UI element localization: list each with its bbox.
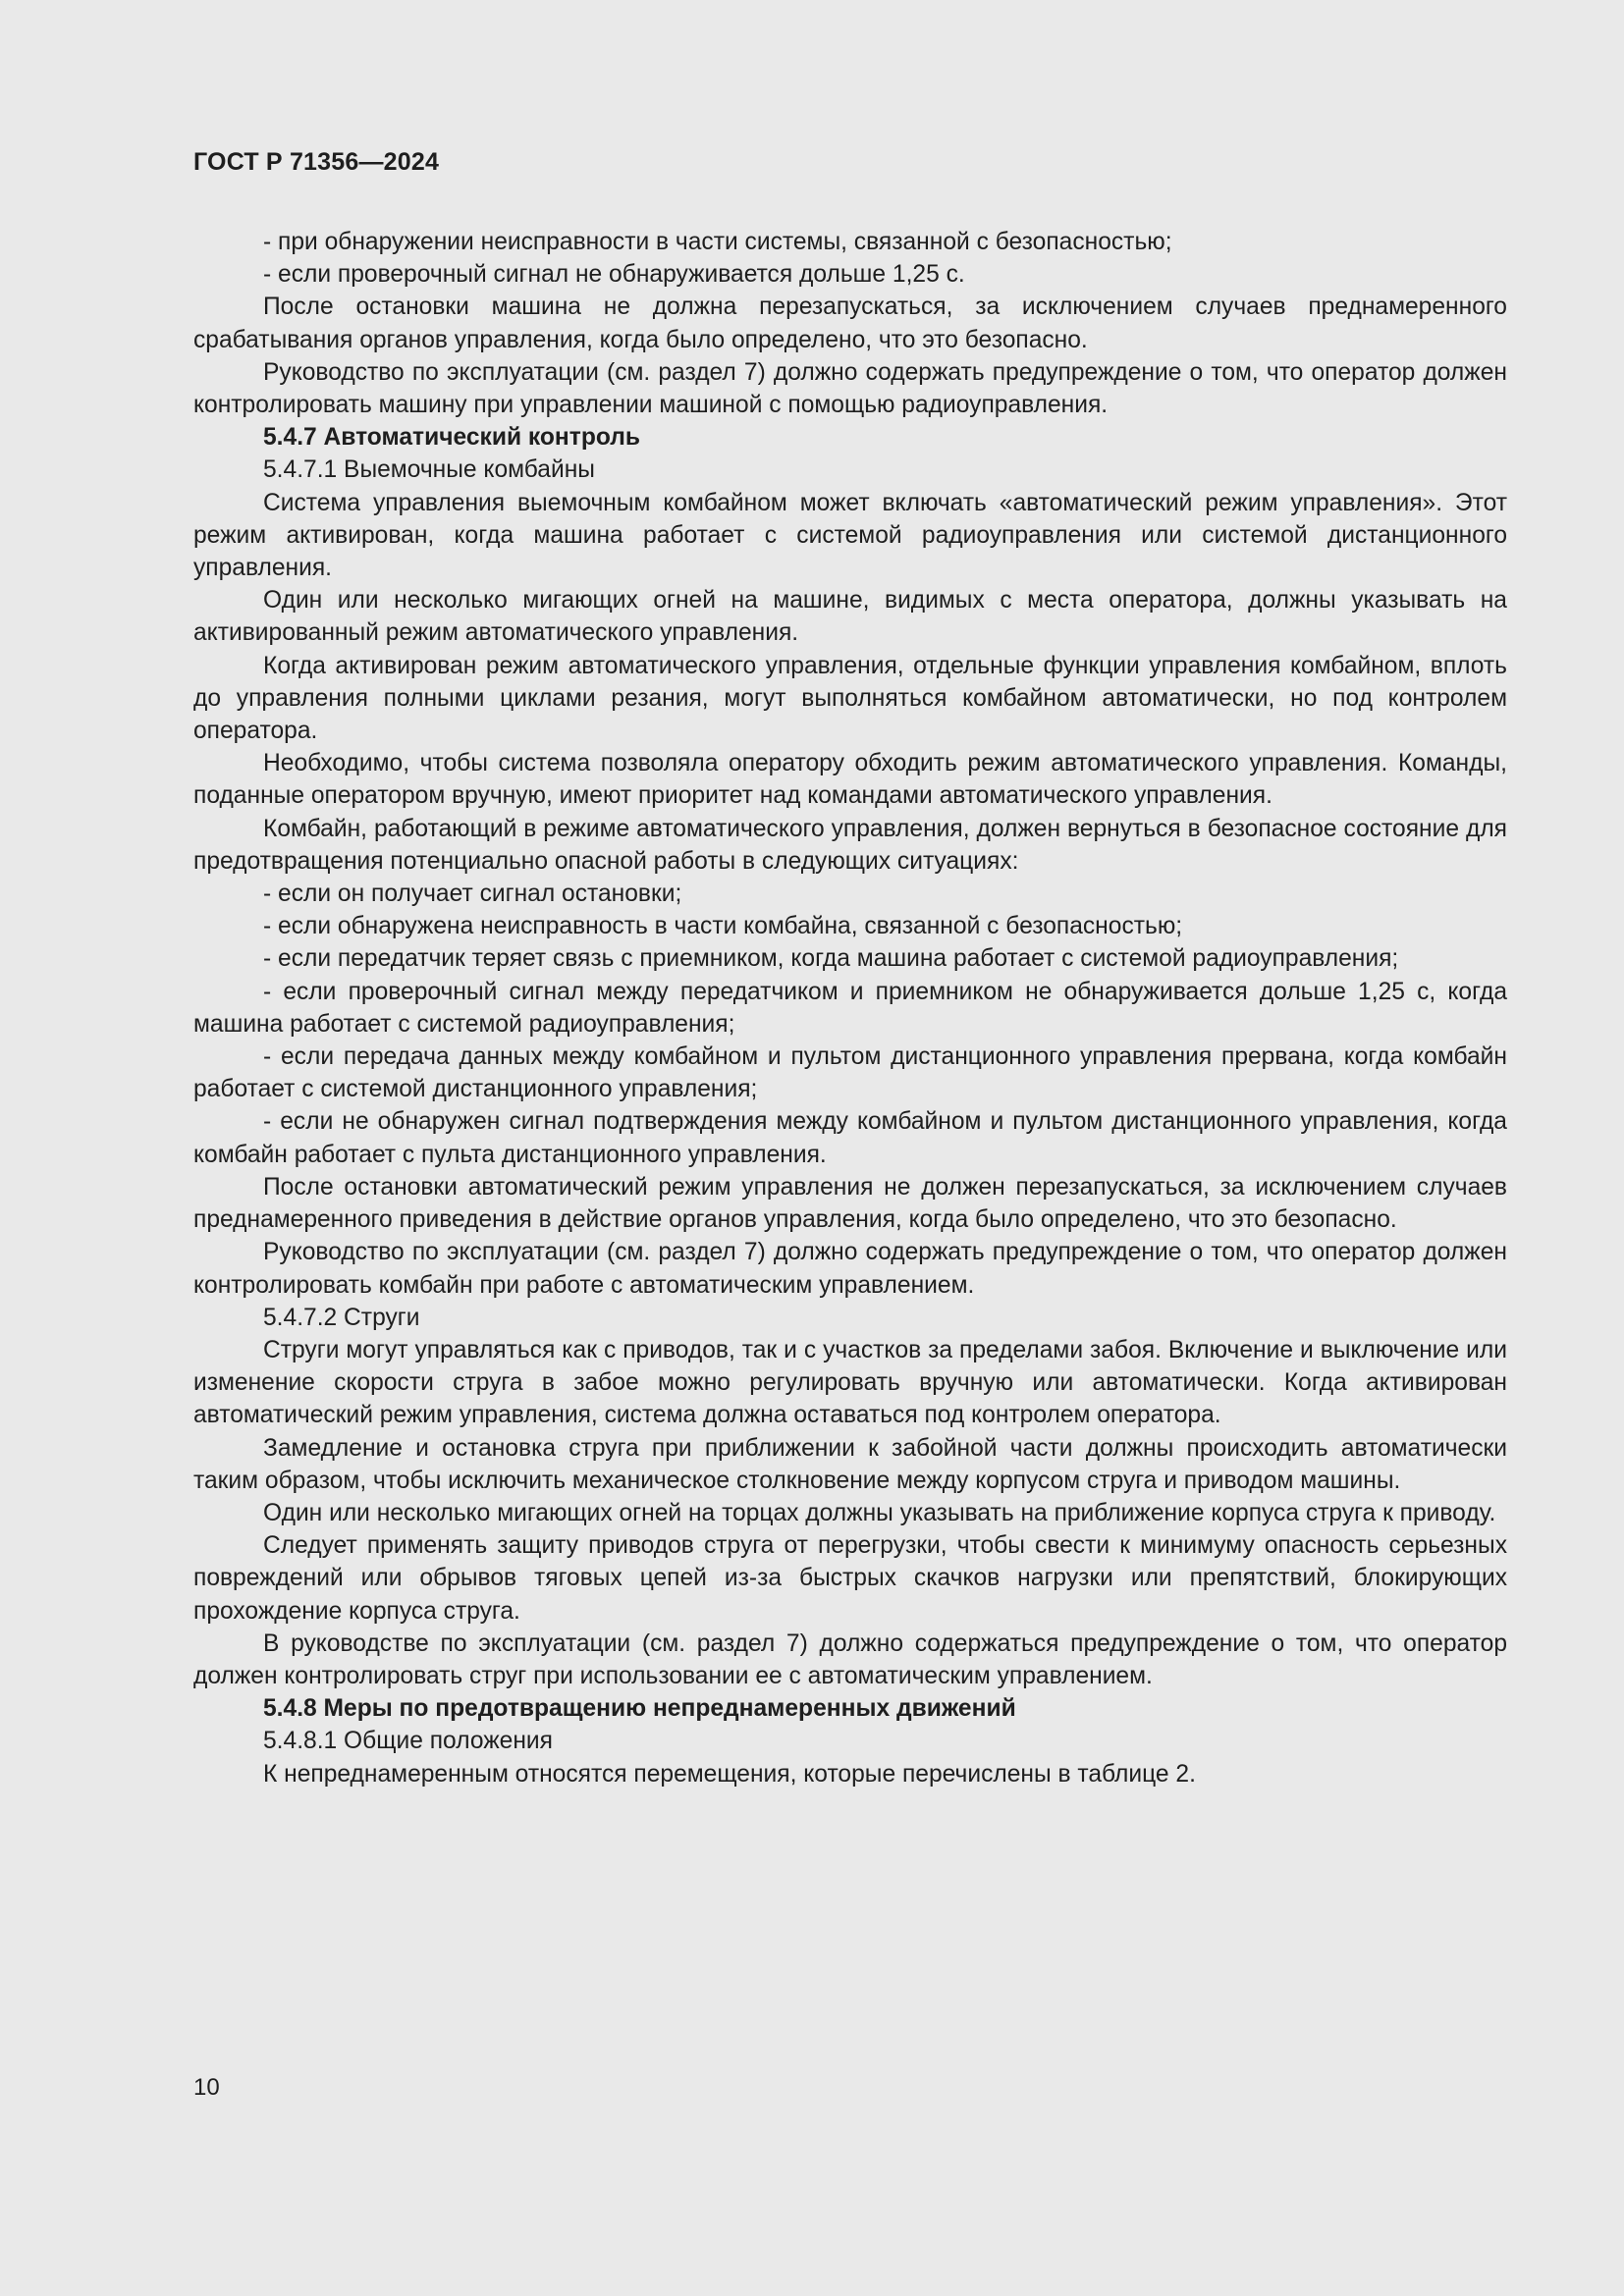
paragraph: Комбайн, работающий в режиме автоматического управления, должен вернуться в безопасное состояние для предотвращения потенциально опасной работы в следующих ситуациях: <box>193 815 1507 875</box>
list-item: - если обнаружена неисправность в части комбайна, связанной с безопасностью; <box>263 913 1183 940</box>
paragraph: После остановки автоматический режим управления не должен перезапускаться, за исключением случаев преднамеренного приведения в действие органов управления, когда было определено, что это безопасно. <box>193 1173 1507 1234</box>
paragraph: После остановки машина не должна перезапускаться, за исключением случаев преднамеренного срабатывания органов управления, когда было определено, что это безопасно. <box>193 294 1507 353</box>
page-number: 10 <box>193 2074 220 2101</box>
document-body <box>193 226 1507 1790</box>
paragraph: Необходимо, чтобы система позволяла оператору обходить режим автоматического управления. Команды, поданные оператором вручную, имеют приоритет над командами автоматического управления. <box>193 750 1507 810</box>
list-item: - если передатчик теряет связь с приемником, когда машина работает с системой радиоуправления; <box>263 945 1399 973</box>
paragraph: Следует применять защиту приводов струга от перегрузки, чтобы свести к минимуму опасность серьезных повреждений или обрывов тяговых цепей из-за быстрых скачков нагрузки или препятствий, блокирующих прохождение корпуса струга. <box>193 1532 1507 1625</box>
subsection-heading: 5.4.7.1 Выемочные комбайны <box>263 456 595 484</box>
list-item: - если передача данных между комбайном и пультом дистанционного управления прервана, когда комбайн работает с системой дистанционного управления; <box>193 1043 1507 1103</box>
list-item: - если проверочный сигнал не обнаруживается дольше 1,25 с. <box>263 261 965 289</box>
paragraph: Руководство по эксплуатации (см. раздел 7) должно содержать предупреждение о том, что оператор должен контролировать машину при управлении машиной с помощью радиоуправления. <box>193 358 1507 419</box>
document-header: ГОСТ Р 71356—2024 <box>193 148 440 176</box>
paragraph: Система управления выемочным комбайном может включать «автоматический режим управления». Этот режим активирован, когда машина работает с системой радиоуправления или системой дистанционного управления. <box>193 489 1507 582</box>
subsection-heading: 5.4.8.1 Общие положения <box>263 1728 553 1755</box>
paragraph: Один или несколько мигающих огней на торцах должны указывать на приближение корпуса струга к приводу. <box>263 1499 1496 1526</box>
subsection-heading: 5.4.7.2 Струги <box>263 1304 420 1331</box>
paragraph: Замедление и остановка струга при приближении к забойной части должны происходить автоматически таким образом, чтобы исключить механическое столкновение между корпусом струга и приводом машины. <box>193 1434 1507 1494</box>
paragraph: Струги могут управляться как с приводов, так и с участков за пределами забоя. Включение и выключение или изменение скорости струга в забое можно регулировать вручную или автоматически. Когда активирован автоматический режим управления, система должна оставаться под контролем оператора. <box>193 1336 1507 1429</box>
section-heading: 5.4.8 Меры по предотвращению непреднамеренных движений <box>263 1695 1016 1723</box>
paragraph: В руководстве по эксплуатации (см. раздел 7) должно содержаться предупреждение о том, что оператор должен контролировать струг при использовании ее с автоматическим управлением. <box>193 1629 1507 1689</box>
list-item: - при обнаружении неисправности в части системы, связанной с безопасностью; <box>263 229 1172 255</box>
list-item: - если проверочный сигнал между передатчиком и приемником не обнаруживается дольше 1,25 с, когда машина работает с системой радиоуправления; <box>193 978 1507 1038</box>
paragraph: Когда активирован режим автоматического управления, отдельные функции управления комбайном, вплоть до управления полными циклами резания, могут выполняться комбайном автоматически, но под контролем оператора. <box>193 652 1507 745</box>
section-heading: 5.4.7 Автоматический контроль <box>263 424 640 452</box>
paragraph: Один или несколько мигающих огней на машине, видимых с места оператора, должны указывать на активированный режим автоматического управления. <box>193 587 1507 647</box>
list-item: - если он получает сигнал остановки; <box>263 881 682 908</box>
paragraph: Руководство по эксплуатации (см. раздел 7) должно содержать предупреждение о том, что оператор должен контролировать комбайн при работе с автоматическим управлением. <box>193 1239 1507 1299</box>
list-item: - если не обнаружен сигнал подтверждения между комбайном и пультом дистанционного управления, когда комбайн работает с пульта дистанционного управления. <box>193 1108 1507 1168</box>
paragraph: К непреднамеренным относятся перемещения, которые перечислены в таблице 2. <box>263 1760 1196 1788</box>
